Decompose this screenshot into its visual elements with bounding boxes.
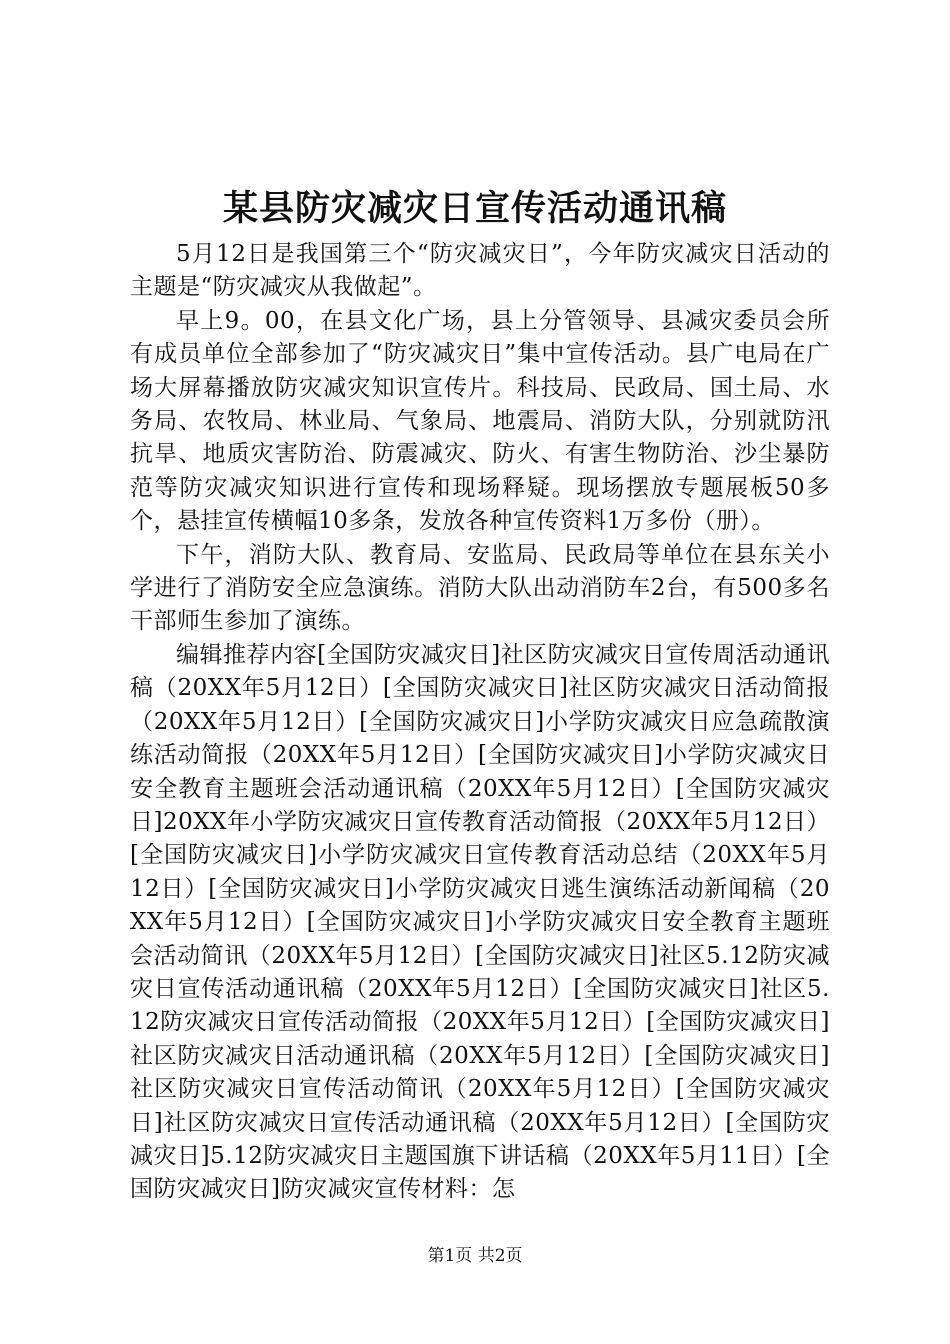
paragraph-intro: 5月12日是我国第三个“防灾减灾日”，今年防灾减灾日活动的主题是“防灾减灾从我做起”。 [130,241,830,301]
paragraph-afternoon-drill: 下午，消防大队、教育局、安监局、民政局等单位在县东关小学进行了消防安全应急演练。消防大队出动消防车2台，有500多名干部师生参加了演练。 [130,541,830,635]
document-body [130,238,830,1207]
page-number-footer: 第1页 共2页 [427,1246,523,1266]
paragraph-recommended-content: 编辑推荐内容[全国防灾减灾日]社区防灾减灾日宣传周活动通讯稿（20XX年5月12日）[全国防灾减灾日]社区防灾减灾日活动简报（20XX年5月12日）[全国防灾减灾日]小学防灾减灾日应急疏散演练活动简报（20XX年5月12日）[全国防灾减灾日]小学防灾减灾日安全教育主题班会活动通讯稿（20XX年5月12日）[全国防灾减灾日]20XX年小学防灾减灾日宣传教育活动简报（20XX年5月12日）[全国防灾减灾日]小学防灾减灾日宣传教育活动总结（20XX年5月12日）[全国防灾减灾日]小学防灾减灾日逃生演练活动新闻稿（20XX年5月12日）[全国防灾减灾日]小学防灾减灾日安全教育主题班会活动简讯（20XX年5月12日）[全国防灾减灾日]社区5.12防灾减灾日宣传活动通讯稿（20XX年5月12日）[全国防灾减灾日]社区5.12防灾减灾日宣传活动简报（20XX年5月12日）[全国防灾减灾日]社区防灾减灾日活动通讯稿（20XX年5月12日）[全国防灾减灾日]社区防灾减灾日宣传活动简讯（20XX年5月12日）[全国防灾减灾日]社区防灾减灾日宣传活动通讯稿（20XX年5月12日）[全国防灾减灾日]5.12防灾减灾日主题国旗下讲话稿（20XX年5月11日）[全国防灾减灾日]防灾减灾宣传材料：怎 [130,641,830,1203]
document-title: 某县防灾减灾日宣传活动通讯稿 [222,188,727,229]
paragraph-morning-event: 早上9。00，在县文化广场，县上分管领导、县减灾委员会所有成员单位全部参加了“防灾减灾日”集中宣传活动。县广电局在广场大屏幕播放防灾减灾知识宣传片。科技局、民政局、国土局、水务局、农牧局、林业局、气象局、地震局、消防大队，分别就防汛抗旱、地质灾害防治、防震减灾、防火、有害生物防治、沙尘暴防范等防灾减灾知识进行宣传和现场释疑。现场摆放专题展板50多个，悬挂宣传横幅10多条，发放各种宣传资料1万多份（册）。 [130,307,830,535]
